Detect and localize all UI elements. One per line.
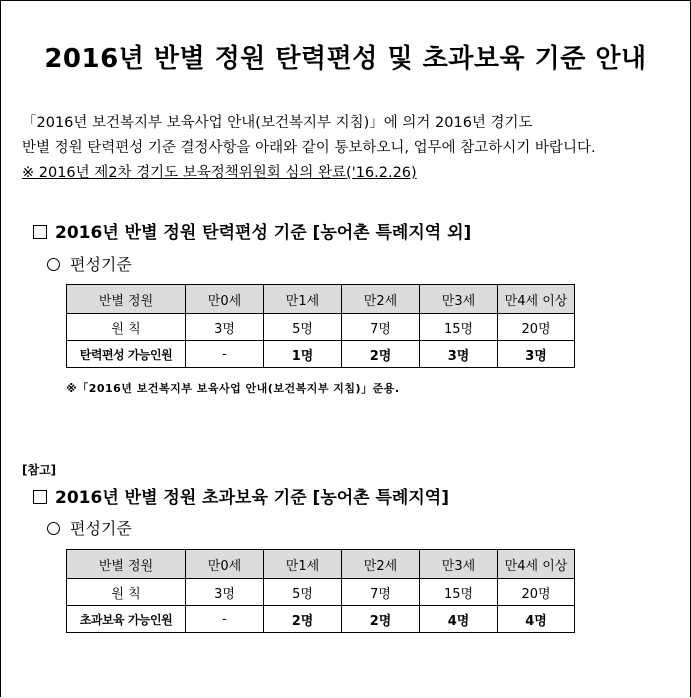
table-cell: 5명 bbox=[264, 579, 342, 606]
section1-heading-text: 2016년 반별 정원 탄력편성 기준 [농어촌 특례지역 외] bbox=[55, 223, 472, 243]
table-cell: 1명 bbox=[264, 341, 342, 368]
table-header-row bbox=[67, 550, 575, 579]
table-cell: 4명 bbox=[498, 606, 575, 633]
table-cell: 20명 bbox=[498, 579, 575, 606]
table-cell: 3명 bbox=[498, 341, 575, 368]
section1-subheading bbox=[47, 252, 132, 275]
table-row bbox=[67, 579, 575, 606]
section1-footnote: ※「2016년 보건복지부 보육사업 안내(보건복지부 지침)」준용. bbox=[66, 382, 400, 395]
table-header-row bbox=[67, 285, 575, 314]
table-row bbox=[67, 314, 575, 341]
section1-table bbox=[66, 284, 575, 368]
intro-note: ※ 2016년 제2차 경기도 보육정책위원회 심의 완료('16.2.26) bbox=[22, 165, 417, 181]
intro-paragraph bbox=[22, 111, 596, 186]
table-header-cell: 만3세 bbox=[420, 285, 498, 314]
table-header-cell: 만1세 bbox=[264, 285, 342, 314]
table-row bbox=[67, 606, 575, 633]
table-cell: 2명 bbox=[342, 606, 420, 633]
table-cell: 3명 bbox=[186, 314, 264, 341]
table-header-cell: 반별 정원 bbox=[67, 285, 186, 314]
section2-heading bbox=[33, 483, 449, 508]
circle-bullet-icon bbox=[47, 522, 60, 535]
table-cell: - bbox=[186, 606, 264, 633]
table-cell: 4명 bbox=[420, 606, 498, 633]
table-cell: 원 칙 bbox=[67, 579, 186, 606]
section1-subheading-text: 편성기준 bbox=[70, 255, 132, 274]
section2-subheading-text: 편성기준 bbox=[70, 519, 132, 538]
reference-tag: [참고] bbox=[22, 463, 57, 477]
square-bullet-icon bbox=[33, 225, 47, 239]
table-header-cell: 만1세 bbox=[264, 550, 342, 579]
section2-heading-text: 2016년 반별 정원 초과보육 기준 [농어촌 특례지역] bbox=[55, 488, 449, 508]
table-cell: 3명 bbox=[420, 341, 498, 368]
table-cell: 7명 bbox=[342, 314, 420, 341]
table-cell: - bbox=[186, 341, 264, 368]
table-cell: 초과보육 가능인원 bbox=[67, 606, 186, 633]
table-header-cell: 만0세 bbox=[186, 550, 264, 579]
table-cell: 15명 bbox=[420, 314, 498, 341]
table-header-cell: 만4세 이상 bbox=[498, 550, 575, 579]
table-cell: 15명 bbox=[420, 579, 498, 606]
circle-bullet-icon bbox=[47, 258, 60, 271]
table-header-cell: 만3세 bbox=[420, 550, 498, 579]
table-cell: 2명 bbox=[342, 341, 420, 368]
page-title: 2016년 반별 정원 탄력편성 및 초과보육 기준 안내 bbox=[44, 44, 647, 74]
section2-subheading bbox=[47, 516, 132, 539]
table-header-cell: 만2세 bbox=[342, 285, 420, 314]
square-bullet-icon bbox=[33, 490, 47, 504]
table-header-cell: 반별 정원 bbox=[67, 550, 186, 579]
intro-line-1: 「2016년 보건복지부 보육사업 안내(보건복지부 지침)」에 의거 2016년 경기도 bbox=[22, 115, 533, 131]
table-cell: 7명 bbox=[342, 579, 420, 606]
table-cell: 탄력편성 가능인원 bbox=[67, 341, 186, 368]
section1-heading bbox=[33, 218, 471, 243]
table-header-cell: 만4세 이상 bbox=[498, 285, 575, 314]
table-header-cell: 만0세 bbox=[186, 285, 264, 314]
table-cell: 20명 bbox=[498, 314, 575, 341]
table-cell: 원 칙 bbox=[67, 314, 186, 341]
table-header-cell: 만2세 bbox=[342, 550, 420, 579]
table-cell: 2명 bbox=[264, 606, 342, 633]
table-row bbox=[67, 341, 575, 368]
section2-table bbox=[66, 549, 575, 633]
table-cell: 3명 bbox=[186, 579, 264, 606]
intro-line-2: 반별 정원 탄력편성 기준 결정사항을 아래와 같이 통보하오니, 업무에 참고하시기 바랍니다. bbox=[22, 140, 596, 156]
table-cell: 5명 bbox=[264, 314, 342, 341]
